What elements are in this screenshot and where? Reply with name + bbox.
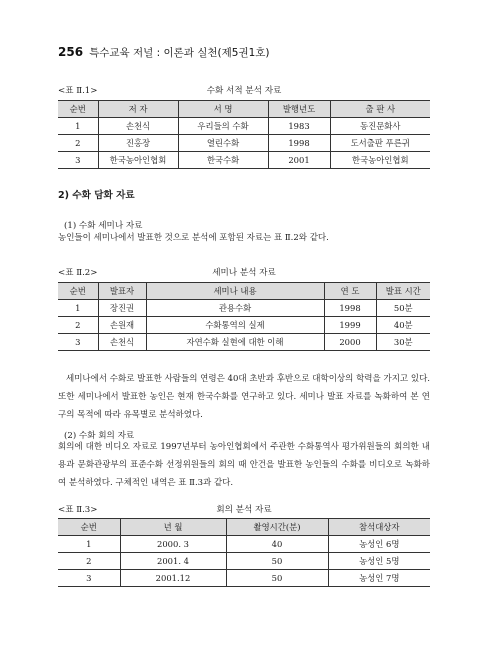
table-cell: 1998	[324, 300, 376, 317]
table-cell: 농성인 7명	[328, 570, 430, 587]
table-cell: 50	[226, 553, 328, 570]
table3-caption	[58, 503, 430, 515]
table3-header-cell: 순번	[58, 519, 120, 536]
table-row	[58, 536, 430, 553]
table3-header-cell: 년 월	[120, 519, 226, 536]
table2	[58, 282, 430, 351]
table-cell: 1	[58, 536, 120, 553]
table-cell: 30분	[376, 334, 430, 351]
table-cell: 3	[58, 152, 98, 169]
table-cell: 1	[58, 118, 98, 135]
table-row	[58, 118, 430, 135]
table-cell: 장진권	[98, 300, 146, 317]
table-cell: 관용수화	[146, 300, 324, 317]
table-cell: 1999	[324, 317, 376, 334]
table-cell: 2	[58, 317, 98, 334]
table2-header-cell: 발표자	[98, 283, 146, 300]
page-number: 256	[58, 45, 84, 59]
table-cell: 2001. 4	[120, 553, 226, 570]
running-head	[58, 45, 270, 60]
table-row	[58, 317, 430, 334]
table1-header-cell: 순번	[58, 101, 98, 118]
section-heading: 2) 수화 담화 자료	[58, 190, 135, 201]
table2-caption	[58, 266, 430, 278]
table1-header-cell: 출 판 사	[330, 101, 430, 118]
journal-title: 특수교육 저널 : 이론과 실천(제5권1호)	[89, 47, 270, 59]
table-cell: 동진문화사	[330, 118, 430, 135]
table-cell: 2001.12	[120, 570, 226, 587]
seminar-intro-text: 농인들이 세미나에서 발표한 것으로 분석에 포함된 자료는 표 Ⅱ.2와 같다.	[58, 233, 329, 243]
table-cell: 손원재	[98, 317, 146, 334]
table2-header-cell: 연 도	[324, 283, 376, 300]
table-cell: 40	[226, 536, 328, 553]
table-cell: 2000. 3	[120, 536, 226, 553]
table-cell: 50	[226, 570, 328, 587]
table-cell: 한국농아인협회	[98, 152, 178, 169]
table-cell: 한국수화	[178, 152, 268, 169]
table2-header-cell: 발표 시간	[376, 283, 430, 300]
table-cell: 2001	[268, 152, 330, 169]
table3-header-cell: 참석대상자	[328, 519, 430, 536]
table2-header-cell: 세미나 내용	[146, 283, 324, 300]
table-cell: 2	[58, 553, 120, 570]
table-cell: 2	[58, 135, 98, 152]
table2-header-cell: 순번	[58, 283, 98, 300]
table1-header-cell: 저 자	[98, 101, 178, 118]
table1-title: 수화 서적 분석 자료	[206, 86, 282, 96]
table-cell: 진홍장	[98, 135, 178, 152]
table2-title: 세미나 분석 자료	[212, 268, 276, 278]
table-cell: 3	[58, 334, 98, 351]
table-cell: 농성인 5명	[328, 553, 430, 570]
table3-title: 회의 분석 자료	[216, 505, 272, 515]
table2-label: <표 Ⅱ.2>	[58, 268, 98, 278]
table-cell: 1	[58, 300, 98, 317]
table-cell: 농성인 6명	[328, 536, 430, 553]
table3	[58, 518, 430, 587]
table-cell: 1983	[268, 118, 330, 135]
table-cell: 수화통역의 실제	[146, 317, 324, 334]
table-row	[58, 152, 430, 169]
table1-caption	[58, 84, 430, 96]
table-row	[58, 553, 430, 570]
table-cell: 1998	[268, 135, 330, 152]
table-row	[58, 334, 430, 351]
table1-header-row	[58, 101, 430, 118]
table-row	[58, 135, 430, 152]
table-cell: 한국농아인협회	[330, 152, 430, 169]
table3-label: <표 Ⅱ.3>	[58, 505, 98, 515]
table1	[58, 100, 430, 169]
subsection-title-meeting: (2) 수화 회의 자료	[64, 431, 135, 441]
meeting-description-paragraph: 회의에 대한 비디오 자료로 1997년부터 농아인협회에서 주관한 수화통역사 평가위원들의 회의한 내용과 문화관광부의 표준수화 선정위원들의 회의 때 안건을 발표한 농인들의 수화를 비디오로 녹화하여 분석하였다. 구체적인 내역은 표 Ⅱ.3과 같다.	[58, 442, 430, 489]
table3-header-row	[58, 519, 430, 536]
table-cell: 손천식	[98, 118, 178, 135]
seminar-description-paragraph: 세미나에서 수화로 발표한 사람들의 연령은 40대 초반과 후반으로 대학이상의 학력을 가지고 있다. 또한 세미나에서 발표한 농인은 현재 한국수화를 연구하고 있다. 세미나 발표 자료를 녹화하여 본 연구의 목적에 따라 유목별로 분석하였다.	[58, 374, 430, 421]
table-row	[58, 570, 430, 587]
table-cell: 열린수화	[178, 135, 268, 152]
table3-header-cell: 촬영시간(분)	[226, 519, 328, 536]
table1-header-cell: 발행년도	[268, 101, 330, 118]
table-cell: 우리들의 수화	[178, 118, 268, 135]
table-cell: 2000	[324, 334, 376, 351]
table1-label: <표 Ⅱ.1>	[58, 86, 98, 96]
table-cell: 손천식	[98, 334, 146, 351]
table-cell: 자연수화 실현에 대한 이해	[146, 334, 324, 351]
table1-header-cell: 서 명	[178, 101, 268, 118]
table-cell: 40분	[376, 317, 430, 334]
subsection-title-seminar: (1) 수화 세미나 자료	[64, 221, 143, 231]
table-cell: 50분	[376, 300, 430, 317]
table-cell: 3	[58, 570, 120, 587]
table2-header-row	[58, 283, 430, 300]
table-row	[58, 300, 430, 317]
table-cell: 도서출판 푸른귀	[330, 135, 430, 152]
